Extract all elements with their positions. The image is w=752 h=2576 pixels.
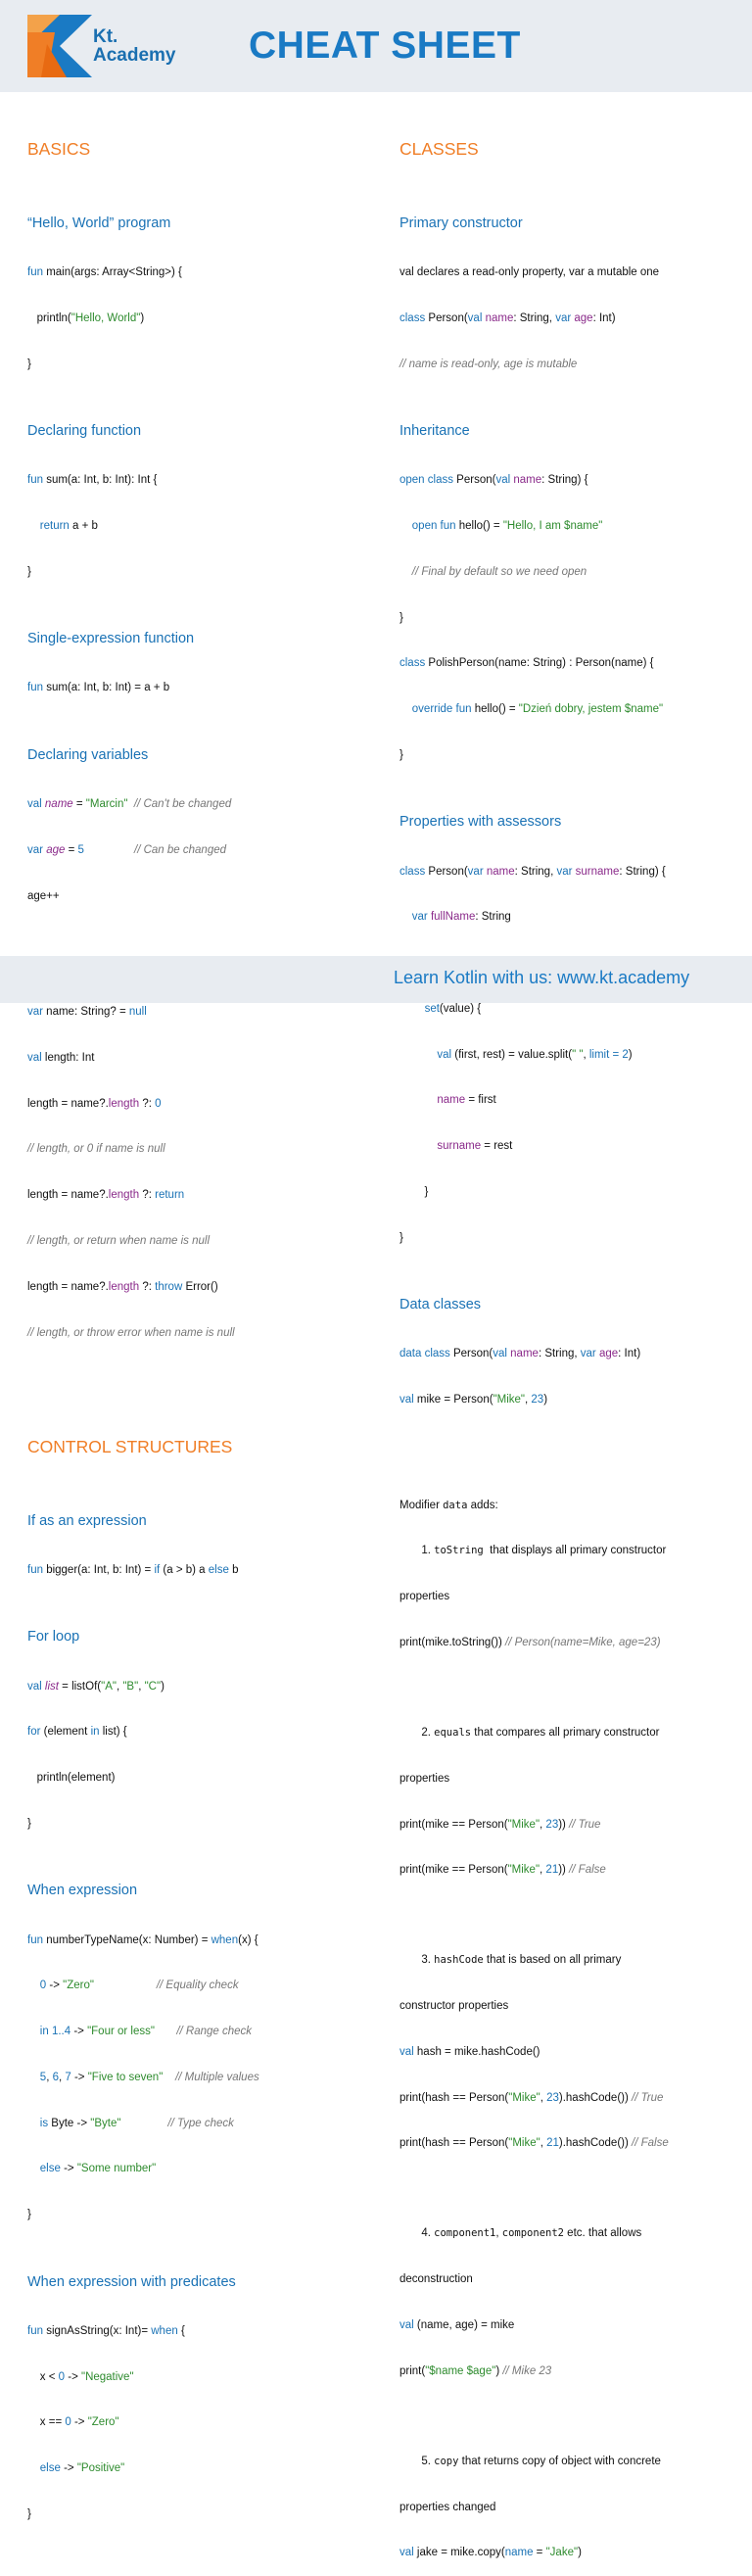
code-line: fun bigger(a: Int, b: Int) = if (a > b) a else b [27,1564,239,1577]
code-comment: // length, or return when name is null [27,1235,211,1247]
heading-hello-world: “Hello, World” program [27,215,171,231]
code-comment: // length, or throw error when name is null [27,1326,235,1339]
code-line: val hash = mike.hashCode() [400,2045,540,2058]
code-line: length = name?.length ?: 0 [27,1097,162,1110]
section-basics: BASICS [27,139,91,160]
code-line: } [27,2209,31,2221]
code-line: for (element in list) { [27,1726,127,1739]
code-line: val mike = Person("Mike", 23) [400,1394,548,1407]
heading-single-expression: Single-expression function [27,631,195,647]
heading-for-loop: For loop [27,1629,80,1646]
code-comment: // Final by default so we need open [400,565,588,578]
list-item: 1. toString that displays all primary constructor [400,1545,667,1557]
code-line: } [400,611,403,624]
code-line: } [400,748,403,761]
code-line: data class Person(val name: String, var age: Int) [400,1348,641,1360]
code-line: println("Hello, World") [27,311,145,324]
code-line: print("$name $age") // Mike 23 [400,2364,552,2377]
code-line: val (name, age) = mike [400,2318,515,2331]
code-line: } [400,1186,429,1198]
list-item-cont: properties [400,1772,450,1785]
code-line: class PolishPerson(name: String) : Person(name) { [400,657,654,670]
code-line: else -> "Some number" [39,2163,157,2175]
code-line: open fun hello() = "Hello, I am $name" [411,520,603,533]
code-line: open class Person(val name: String) { [400,474,588,487]
code-comment: // name is read-only, age is mutable [400,358,578,370]
page-title: CHEAT SHEET [249,24,521,67]
brand-name: Kt. Academy [93,26,176,66]
code-line: length = name?.length ?: return [27,1189,185,1202]
code-line: print(mike == Person("Mike", 23)) // True [400,1818,601,1831]
code-line: } [27,358,31,370]
code-line: println(element) [27,1772,116,1785]
code-line: class Person(val name: String, var age: Int) [400,311,616,324]
code-line: var fullName: String [411,911,511,924]
code-line: override fun hello() = "Dzień dobry, jestem $name" [411,703,664,716]
code-line: print(mike.toString()) // Person(name=Mike, age=23) [400,1637,661,1649]
code-line: val name = "Marcin" // Can't be changed [27,797,232,810]
code-line: } [27,2507,31,2520]
left-column [27,103,370,2538]
code-line: return a + b [39,520,98,533]
code-line: fun signAsString(x: Int)= when { [27,2324,185,2337]
code-line: x < 0 -> "Negative" [27,2370,134,2383]
heading-when-expression: When expression [27,1883,138,1899]
code-line: fun sum(a: Int, b: Int) = a + b [27,682,170,694]
code-line: fun sum(a: Int, b: Int): Int { [27,474,158,487]
list-item: 2. equals that compares all primary constructor [400,1727,660,1739]
kt-academy-logo-icon [27,15,92,77]
modifier-intro: Modifier data adds: [400,1499,498,1511]
list-item-cont: deconstruction [400,2273,473,2286]
list-item: 5. copy that returns copy of object with concrete [400,2455,661,2467]
code-line: x == 0 -> "Zero" [27,2416,119,2429]
code-line: } [400,1231,403,1244]
code-line: val list = listOf("A", "B", "C") [27,1680,164,1693]
code-line: age++ [27,889,60,902]
heading-inheritance: Inheritance [400,423,470,440]
heading-when-predicates: When expression with predicates [27,2273,236,2290]
heading-declaring-variables: Declaring variables [27,746,149,763]
heading-properties-assessors: Properties with assessors [400,814,562,831]
list-item-cont: properties changed [400,2501,496,2513]
heading-primary-constructor: Primary constructor [400,215,523,231]
heading-if-expression: If as an expression [27,1512,147,1529]
code-line: val length: Int [27,1051,95,1064]
heading-declaring-function: Declaring function [27,423,142,440]
right-column [400,103,737,2576]
heading-data-classes: Data classes [400,1297,482,1313]
code-line: print(hash == Person("Mike", 23).hashCode()) // True [400,2091,664,2104]
code-line: print(mike == Person("Mike", 21)) // False [400,1864,606,1877]
code-line: print(hash == Person("Mike", 21).hashCode()) // False [400,2137,669,2150]
code-line: } [27,1818,31,1830]
code-line: val jake = mike.copy(name = "Jake") [400,2547,582,2559]
code-line: fun numberTypeName(x: Number) = when(x) { [27,1933,258,1946]
code-line: is Byte -> "Byte" // Type check [39,2117,234,2129]
code-line: name = first [437,1094,496,1107]
code-line: var name: String? = null [27,1006,147,1019]
code-line: class Person(var name: String, var surname: String) { [400,865,666,878]
code-line: val (first, rest) = value.split(" ", limit = 2) [437,1048,633,1061]
code-line: else -> "Positive" [39,2462,125,2475]
list-item: 4. component1, component2 etc. that allows [400,2227,642,2240]
description-text: val declares a read-only property, var a mutable one [400,266,660,279]
code-line: var age = 5 // Can be changed [27,843,227,856]
section-control-structures: CONTROL STRUCTURES [27,1437,233,1457]
code-line: in 1..4 -> "Four or less" // Range check [39,2026,253,2038]
code-line: 0 -> "Zero" // Equality check [39,1980,239,1992]
list-item-cont: properties [400,1591,450,1603]
code-line: fun main(args: Array<String>) { [27,266,182,279]
code-line: length = name?.length ?: throw Error() [27,1280,218,1293]
code-line: set(value) { [424,1002,482,1015]
code-line: surname = rest [437,1140,513,1153]
code-line: } [27,565,31,578]
footer-link[interactable]: Learn Kotlin with us: www.kt.academy [394,968,690,987]
list-item: 3. hashCode that is based on all primary [400,1954,622,1967]
code-line: 5, 6, 7 -> "Five to seven" // Multiple values [39,2071,259,2083]
list-item-cont: constructor properties [400,2000,509,2013]
section-classes: CLASSES [400,139,479,160]
code-comment: // length, or 0 if name is null [27,1143,165,1156]
